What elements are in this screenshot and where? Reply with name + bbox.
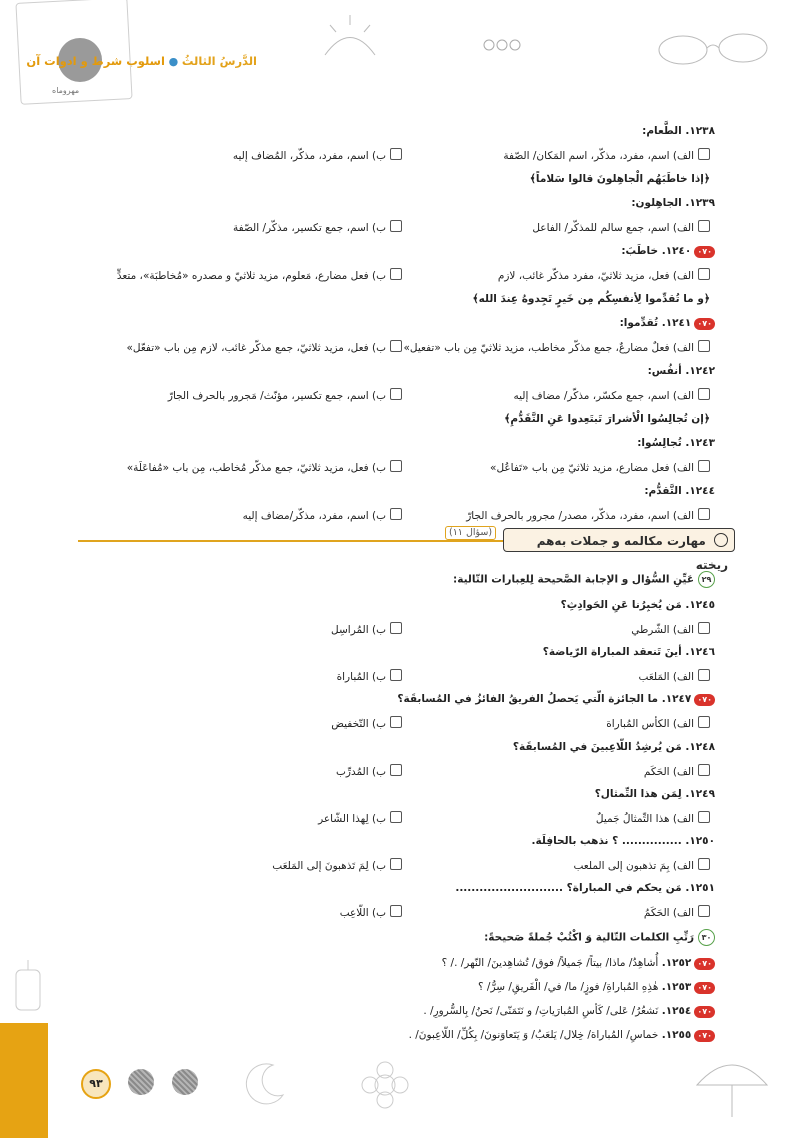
question-word — [648, 364, 715, 378]
dialog-question — [532, 834, 715, 848]
question-number: ١٢٤٦. — [685, 646, 715, 658]
option-b[interactable] — [336, 764, 402, 779]
option-b[interactable] — [337, 669, 402, 684]
page-number: ٩٣ — [81, 1069, 111, 1099]
option-b[interactable] — [318, 811, 402, 826]
option-b-checkbox[interactable] — [390, 905, 402, 917]
option-b-checkbox[interactable] — [390, 268, 402, 280]
sun-sketch-icon — [320, 10, 380, 60]
question-number: ١٢٥٣. — [661, 981, 692, 993]
option-b-checkbox[interactable] — [390, 460, 402, 472]
option-a-checkbox[interactable] — [698, 508, 710, 520]
lantern-sketch-icon — [8, 960, 48, 1020]
option-b-text: ب) المُراسِل — [331, 624, 386, 636]
option-b-checkbox[interactable] — [390, 220, 402, 232]
question-number: ١٢٥٤. — [661, 1005, 692, 1017]
question-number: ١٢٤٥. — [685, 599, 715, 611]
option-b[interactable] — [340, 905, 402, 920]
option-a[interactable] — [606, 716, 710, 731]
scrambled-words: هٰذِهِ المُباراةِ/ فوزٍ/ ما/ في/ الْفَريقِ/ سِرُّ/ ؟ — [478, 981, 659, 993]
difficulty-badge: ٠٧٠ — [694, 1006, 715, 1018]
option-b[interactable] — [117, 268, 402, 283]
dialog-question — [561, 598, 715, 612]
option-a[interactable] — [466, 508, 710, 523]
option-b-text: ب) اسم، مفرد، مذکّر، المُضاف إليه — [232, 150, 386, 162]
option-a-text: الف) فعل مضارع، مزید ثلاثيّ مِن باب «تَفاعُل» — [490, 462, 694, 474]
question-word — [620, 316, 715, 330]
question-number: ١٢٤٨. — [685, 741, 715, 753]
option-b[interactable] — [168, 388, 402, 403]
option-b-checkbox[interactable] — [390, 811, 402, 823]
question-number: ١٢٤٢. — [685, 365, 715, 377]
option-a-checkbox[interactable] — [698, 388, 710, 400]
question-number: ١٢٤٤. — [685, 485, 715, 497]
option-a-checkbox[interactable] — [698, 622, 710, 634]
option-a[interactable] — [532, 220, 710, 235]
circles-sketch-icon — [483, 38, 523, 52]
option-b[interactable] — [331, 622, 402, 637]
question-number: ١٢٥٢. — [661, 957, 692, 969]
option-a[interactable] — [639, 669, 710, 684]
page-header — [26, 54, 257, 68]
difficulty-badge: ٠٧٠ — [694, 958, 715, 970]
option-a-checkbox[interactable] — [698, 811, 710, 823]
option-a[interactable] — [573, 858, 710, 873]
question-text: مَن يحكم في المباراة؟ ........................... — [455, 882, 682, 894]
scrambled-sentence — [409, 1028, 715, 1042]
option-a-text: الف) اسم، جمع سالم للمذکّر/ الفاعل — [532, 222, 694, 234]
question-term: الطَّعام: — [642, 125, 682, 137]
flower-sketch-icon — [355, 1055, 415, 1115]
exercise-number: ٣٠ — [698, 929, 715, 946]
difficulty-badge: ٠٧٠ — [694, 694, 715, 706]
option-a-text: الف) المَلعَب — [638, 671, 694, 683]
logo-text: مهروماه — [52, 86, 80, 95]
option-a-checkbox[interactable] — [698, 340, 710, 352]
option-a-text: الف) الحَكَم — [643, 766, 694, 778]
scrambled-sentence — [478, 980, 715, 994]
question-number: ١٢٤٧. — [661, 693, 692, 705]
option-b-checkbox[interactable] — [390, 858, 402, 870]
option-a-checkbox[interactable] — [698, 716, 710, 728]
question-number: ١٢٥٠. — [685, 835, 715, 847]
difficulty-badge: ٠٧٠ — [694, 1030, 715, 1042]
moon-sketch-icon — [238, 1060, 288, 1110]
option-a-checkbox[interactable] — [698, 858, 710, 870]
option-b-checkbox[interactable] — [390, 622, 402, 634]
umbrella-sketch-icon — [692, 1045, 772, 1125]
option-b[interactable] — [126, 340, 402, 355]
option-b-text: ب) اللّاعِب — [339, 907, 386, 919]
verse-line — [530, 172, 710, 186]
question-word — [631, 196, 715, 210]
question-word — [637, 436, 715, 450]
question-term: أنفُس: — [647, 365, 682, 377]
option-b-checkbox[interactable] — [390, 716, 402, 728]
option-b-text: ب) المُدرِّب — [336, 766, 386, 778]
option-b-text: ب) فعل، مزید ثلاثيّ، جمع مذکّر مُخاطب، مِن باب «مُفاعَلَة» — [126, 462, 386, 474]
option-a-checkbox[interactable] — [698, 764, 710, 776]
question-number: ١٢٤٣. — [685, 437, 715, 449]
option-a-checkbox[interactable] — [698, 669, 710, 681]
option-a-text: الف) اسم، مفرد، مذکّر، مصدر/ مجرور بالحرف الجارّ — [466, 510, 694, 522]
option-b-text: ب) اسم، جمع تکسیر، مؤنّث/ مَجرور بالحرف الجارّ — [167, 390, 386, 402]
question-text: ............... ؟ نذهب بالحافِلَة. — [531, 835, 682, 847]
option-b[interactable] — [233, 148, 402, 163]
option-b-text: ب) لِهذا الشّاعر — [318, 813, 386, 825]
option-a-text: الف) الحَكَمُ — [643, 907, 694, 919]
option-b-checkbox[interactable] — [390, 388, 402, 400]
option-a-text: الف) الشّرطي — [631, 624, 694, 636]
option-a[interactable] — [503, 148, 710, 163]
section-title-text: مهارت مکالمه و جملات به‌هم ریخته — [536, 534, 728, 572]
difficulty-badge: ٠٧٠ — [694, 982, 715, 994]
option-b-text: ب) فعل، مزید ثلاثيّ، جمع مذکّر غائب، لازم مِن باب «تفعّل» — [126, 342, 386, 354]
gray-circle-icon — [172, 1069, 198, 1095]
question-term: التَّقدُّم: — [644, 485, 682, 497]
option-b-checkbox[interactable] — [390, 669, 402, 681]
exercise-heading — [484, 929, 715, 946]
question-term: تُقدِّموا: — [619, 317, 659, 329]
option-b-text: ب) المُباراة — [336, 671, 386, 683]
question-text: مَن يُخبِرُنا عَنِ الحَوادِثِ؟ — [560, 599, 682, 611]
section-count: (۱۱ سؤال) — [445, 526, 496, 540]
option-b-checkbox[interactable] — [390, 764, 402, 776]
option-b-text: ب) فعل مضارع، مَعلوم، مزید ثلاثيّ و مصدره «مُخاطبَة»، متعدٍّ — [116, 270, 386, 282]
option-a-text: الف) اسم، جمع مکسّر، مذکّر/ مضاف إليه — [513, 390, 694, 402]
question-term: خاطَبَ: — [621, 245, 659, 257]
option-a[interactable] — [404, 340, 711, 355]
scrambled-words: أُشاهِدُ/ ماذا/ بيتاً/ جَميلاً/ فوق/ تُشاهِدينَ/ النّهر/ ./ ؟ — [441, 957, 659, 969]
option-b[interactable] — [272, 858, 402, 873]
verse-line — [473, 292, 710, 306]
dialog-question — [455, 881, 715, 895]
question-word — [642, 124, 715, 138]
question-number: ١٢٥٥. — [661, 1029, 692, 1041]
option-a[interactable] — [513, 388, 710, 403]
question-word — [644, 484, 715, 498]
option-a-checkbox[interactable] — [698, 220, 710, 232]
scrambled-sentence — [442, 956, 715, 970]
question-term: الجاهِلون: — [631, 197, 682, 209]
option-a-checkbox[interactable] — [698, 148, 710, 160]
dialog-question — [595, 787, 715, 801]
option-b[interactable] — [233, 220, 402, 235]
lesson-title: اسلوب شرط و ادوات آن — [26, 54, 165, 68]
bullet-dot-icon: ● — [168, 55, 179, 68]
option-b-checkbox[interactable] — [390, 508, 402, 520]
gray-circle-icon — [128, 1069, 154, 1095]
option-b[interactable] — [127, 460, 402, 475]
option-a-text: الف) اسم، مفرد، مذکّر، اسم المَکان/ الصّفة — [503, 150, 694, 162]
option-a[interactable] — [644, 905, 710, 920]
verse-text: ﴿و ما تُقدِّموا لِأنفسِكُم مِن خَيرٍ تَجِدوهُ عِندَ الله﴾ — [472, 293, 710, 305]
question-word — [621, 244, 715, 258]
option-b-text: ب) اسم، جمع تکسیر، مذکّر/ الصّفة — [233, 222, 386, 234]
question-text: لِمَن هذا التِّمثال؟ — [594, 788, 682, 800]
question-number: ١٢٤٩. — [685, 788, 715, 800]
option-a-checkbox[interactable] — [698, 460, 710, 472]
question-number: ١٢٣٩. — [685, 197, 715, 209]
scrambled-words: خماسِ/ المُباراة/ خِلال/ يَلعَبُ/ وَ يَتَعاوَنونَ/ بِكُلِّ/ اللّاعِبونَ/ . — [408, 1029, 659, 1041]
option-a-checkbox[interactable] — [698, 905, 710, 917]
option-b-text: ب) اسم، مفرد، مذکّر/مضاف إليه — [242, 510, 386, 522]
scrambled-sentence — [423, 1004, 715, 1018]
question-text: مَن يُرشِدُ اللّاعِبينَ في المُسابقَة؟ — [512, 741, 682, 753]
option-a-text: الف) بِمَ تذهبون إلى الملعب — [573, 860, 694, 872]
question-text: أينَ تَنعقد المباراة الرّياضة؟ — [542, 646, 682, 658]
difficulty-badge: ٠٧٠ — [694, 246, 715, 258]
option-a-checkbox[interactable] — [698, 268, 710, 280]
question-number: ١٢٤١. — [661, 317, 692, 329]
glasses-sketch-icon — [655, 28, 775, 68]
option-a[interactable] — [644, 764, 710, 779]
section-title — [503, 528, 735, 572]
verse-line — [504, 412, 710, 426]
question-number: ١٢٤٠. — [661, 245, 692, 257]
question-text: ما الجائزة الّتي يَحصلُ الفريقُ الفائزُ في المُسابقَة؟ — [397, 693, 659, 705]
option-a[interactable] — [596, 811, 710, 826]
option-b-text: ب) التّخفيض — [331, 718, 386, 730]
dialog-question — [513, 740, 715, 754]
option-a[interactable] — [498, 268, 710, 283]
option-b[interactable] — [331, 716, 402, 731]
question-term: تُجالِسُوا: — [637, 437, 682, 449]
page-corner-bar — [0, 1023, 48, 1138]
option-b[interactable] — [243, 508, 402, 523]
option-a-text: الف) الكأس المُباراة — [606, 718, 694, 730]
option-a[interactable] — [631, 622, 710, 637]
difficulty-badge: ٠٧٠ — [694, 318, 715, 330]
exercise-instruction: عَيِّنِ السُّؤال و الإجابة الصَّحيحة لِلعِبارات التّالية: — [453, 573, 694, 586]
option-a-text: الف) فعلٌ مضارعٌ، جمع مذکّر مخاطب، مزید ثلاثيّ مِن باب «تفعیل» — [403, 342, 694, 354]
verse-text: ﴿إن تُجالِسُوا الْأشرارَ تَبتَعِدوا عَنِ التَّقَدُّمِ﴾ — [504, 413, 710, 425]
lesson-label: الدَّرسُ الثالثُ — [181, 54, 257, 68]
verse-text: ﴿إذا خاطَبَهُم الْجاهِلونَ قالوا سَلاماً﴾ — [529, 173, 710, 185]
timer-icon — [714, 533, 728, 547]
option-a-text: الف) هذا التِّمثالُ جَميلٌ — [595, 813, 694, 825]
question-number: ١٢٥١. — [685, 882, 715, 894]
exercise-instruction: رَتِّبِ الكلمات التّالية وَ اكْتُبْ جُملةً صَحيحةً: — [484, 931, 694, 944]
option-b-text: ب) لِمَ تَذهبونَ إلى المَلعَب — [272, 860, 386, 872]
exercise-heading — [453, 571, 715, 588]
question-number: ١٢٣٨. — [685, 125, 715, 137]
option-b-checkbox[interactable] — [390, 148, 402, 160]
option-a[interactable] — [490, 460, 710, 475]
option-a-text: الف) فعل، مزید ثلاثيّ، مفرد مذکّر غائب، لازم — [497, 270, 694, 282]
option-b-checkbox[interactable] — [390, 340, 402, 352]
scrambled-words: نَشعُرُ/ عَلى/ كَأسِ المُبارَياتِ/ و نَتَمَنّى/ نَحنُ/ بِالسُّرورِ/ . — [423, 1005, 659, 1017]
exercise-number: ٢٩ — [698, 571, 715, 588]
dialog-question — [543, 645, 715, 659]
dialog-question — [397, 692, 715, 706]
